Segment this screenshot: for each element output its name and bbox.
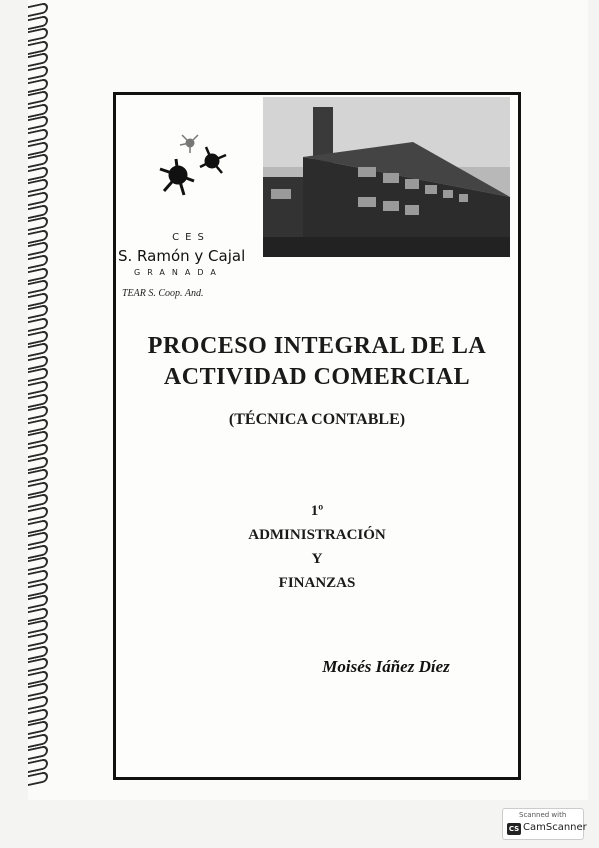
spiral-coil xyxy=(28,695,48,710)
author-name: Moisés Iáñez Díez xyxy=(322,657,450,676)
school-building-photo xyxy=(263,97,510,257)
spiral-coil xyxy=(28,632,48,647)
course-line-3: FINANZAS xyxy=(278,575,356,591)
camscanner-badge xyxy=(502,808,587,840)
cooperative-label: TEAR S. Coop. And. xyxy=(122,288,204,299)
spiral-coil xyxy=(28,443,48,458)
school-logo xyxy=(116,115,276,299)
spiral-coil xyxy=(28,317,48,332)
course-block xyxy=(116,499,518,595)
scanner-caption: Scanned with xyxy=(519,811,567,819)
spiral-coil xyxy=(28,770,48,785)
course-year: 1º xyxy=(310,503,324,519)
main-title-line-2: ACTIVIDAD COMERCIAL xyxy=(163,364,471,390)
spiral-coil xyxy=(28,2,48,17)
city-label: GRANADA xyxy=(134,268,223,277)
course-line-2: Y xyxy=(311,551,323,567)
neuron-logo-icon xyxy=(156,129,236,209)
spiral-coil xyxy=(28,506,48,521)
spiral-coil xyxy=(28,128,48,143)
building-image xyxy=(263,97,510,257)
camscanner-logo-icon: CS xyxy=(508,825,520,833)
spiral-coil xyxy=(28,191,48,206)
school-name: S. Ramón y Cajal xyxy=(118,247,246,265)
spiral-coil xyxy=(28,569,48,584)
main-title-line-1: PROCESO INTEGRAL DE LA xyxy=(147,333,487,359)
spiral-coil xyxy=(28,758,48,773)
course-line-1: ADMINISTRACIÓN xyxy=(248,527,386,543)
spiral-coil xyxy=(28,380,48,395)
ces-label: CES xyxy=(172,232,210,243)
cover-frame xyxy=(113,92,521,780)
spiral-coil xyxy=(28,254,48,269)
spiral-binding xyxy=(28,4,50,794)
spiral-coil xyxy=(28,65,48,80)
subtitle: (TÉCNICA CONTABLE) xyxy=(228,411,406,428)
scanner-brand: CamScanner xyxy=(523,822,587,833)
title-block xyxy=(116,331,518,429)
